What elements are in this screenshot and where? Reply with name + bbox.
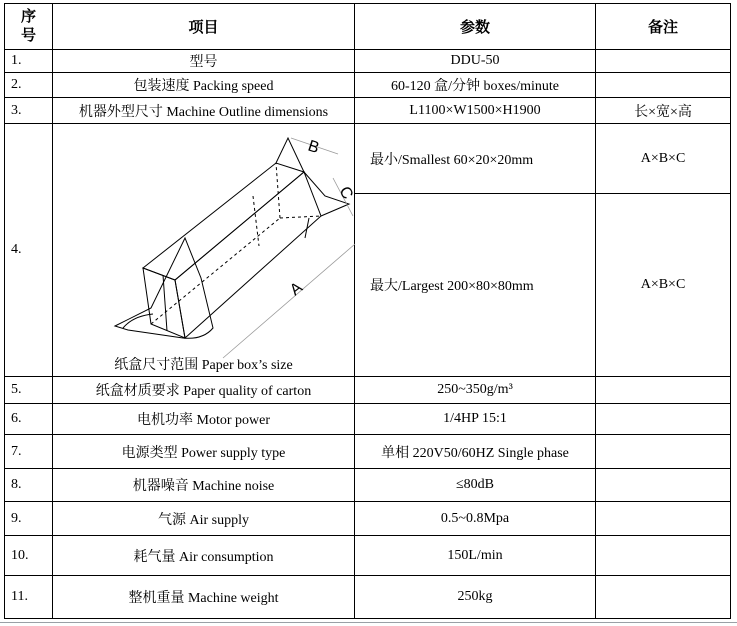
row-number: 2. — [5, 73, 53, 98]
row-remark — [596, 435, 731, 469]
box-curve — [123, 314, 153, 328]
row-remark — [596, 536, 731, 576]
header-item: 项目 — [53, 4, 355, 50]
table-row — [5, 435, 731, 469]
row-remark — [596, 50, 731, 73]
row-number: 11. — [5, 576, 53, 619]
row-param: 150L/min — [355, 536, 596, 576]
row-number: 8. — [5, 469, 53, 502]
row-number: 5. — [5, 377, 53, 404]
row-number: 1. — [5, 50, 53, 73]
row-item: 包装速度 Packing speed — [53, 73, 355, 98]
row-param: 0.5~0.8Mpa — [355, 502, 596, 536]
row-item: 气源 Air supply — [53, 502, 355, 536]
header-remark: 备注 — [596, 4, 731, 50]
row-item: 机器外型尺寸 Machine Outline dimensions — [53, 98, 355, 124]
paper-box-diagram — [63, 128, 356, 348]
box-top-face — [143, 163, 304, 280]
row-item: 电机功率 Motor power — [53, 404, 355, 435]
row-remark-large: A×B×C — [596, 194, 731, 377]
header-param: 参数 — [355, 4, 596, 50]
table-row — [5, 502, 731, 536]
table-row — [5, 404, 731, 435]
row-number: 7. — [5, 435, 53, 469]
table-row-box-size-small — [5, 124, 731, 194]
page-bottom-divider — [0, 622, 737, 623]
box-side-face — [175, 172, 321, 338]
row-param-small: 最小/Smallest 60×20×20mm — [355, 124, 596, 194]
row-param: 60-120 盒/分钟 boxes/minute — [355, 73, 596, 98]
box-size-cell — [53, 124, 355, 377]
row-remark — [596, 502, 731, 536]
box-edge — [163, 275, 167, 331]
row-remark — [596, 73, 731, 98]
row-remark — [596, 469, 731, 502]
row-item: 纸盒材质要求 Paper quality of carton — [53, 377, 355, 404]
row-param: L1100×W1500×H1900 — [355, 98, 596, 124]
box-hidden-edge — [280, 216, 321, 218]
row-param: 1/4HP 15:1 — [355, 404, 596, 435]
row-item: 耗气量 Air consumption — [53, 536, 355, 576]
table-row — [5, 469, 731, 502]
table-row — [5, 576, 731, 619]
row-param: ≤80dB — [355, 469, 596, 502]
table-row — [5, 73, 731, 98]
row-number: 4. — [5, 124, 53, 377]
row-param: 单相 220V50/60HZ Single phase — [355, 435, 596, 469]
table-row — [5, 377, 731, 404]
row-item: 电源类型 Power supply type — [53, 435, 355, 469]
row-param-large: 最大/Largest 200×80×80mm — [355, 194, 596, 377]
header-seq-line1: 序 — [20, 8, 36, 25]
label-a: A — [286, 279, 306, 300]
box-hidden-edge — [253, 196, 259, 246]
label-c: C — [335, 183, 356, 203]
row-param: 250~350g/m³ — [355, 377, 596, 404]
row-remark — [596, 404, 731, 435]
row-param: DDU-50 — [355, 50, 596, 73]
row-remark-small: A×B×C — [596, 124, 731, 194]
table-row — [5, 536, 731, 576]
row-number: 6. — [5, 404, 53, 435]
header-seq — [5, 4, 53, 50]
row-param: 250kg — [355, 576, 596, 619]
header-seq-line2: 号 — [20, 27, 36, 44]
row-item: 型号 — [53, 50, 355, 73]
dimension-line-a — [223, 244, 355, 358]
header-row — [5, 4, 731, 50]
table-row — [5, 98, 731, 124]
row-item: 机器噪音 Machine noise — [53, 469, 355, 502]
row-number: 3. — [5, 98, 53, 124]
row-remark — [596, 377, 731, 404]
spec-table — [4, 3, 731, 619]
row-number: 9. — [5, 502, 53, 536]
box-top-flap — [276, 138, 304, 172]
box-edge — [305, 218, 309, 238]
row-item: 整机重量 Machine weight — [53, 576, 355, 619]
row-remark — [596, 576, 731, 619]
box-size-caption: 纸盒尺寸范围 Paper box’s size — [114, 358, 293, 373]
row-number: 10. — [5, 536, 53, 576]
table-row — [5, 50, 731, 73]
box-hidden-edge — [276, 163, 280, 218]
row-remark: 长×宽×高 — [596, 98, 731, 124]
label-b: B — [305, 137, 322, 158]
box-hidden-edge — [151, 218, 280, 324]
